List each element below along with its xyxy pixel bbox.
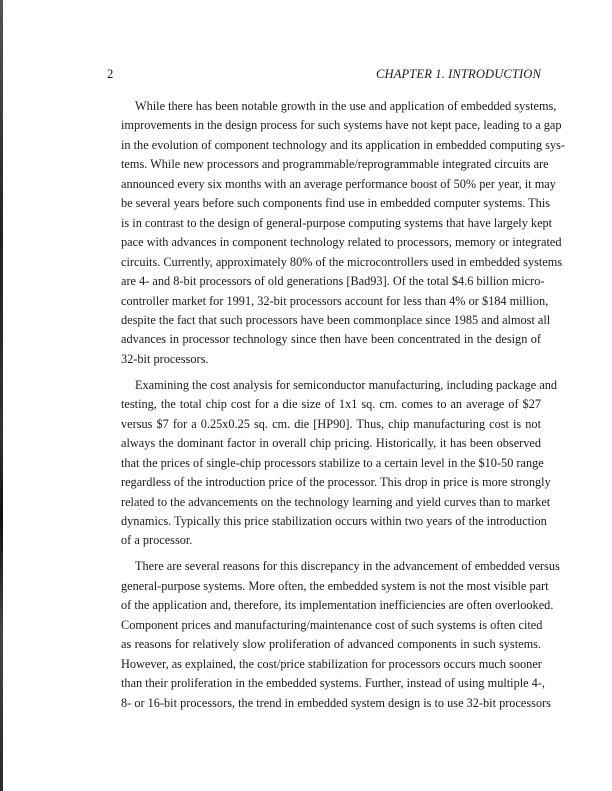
paragraph-1 [107, 97, 565, 369]
text-line: versus $7 for a 0.25x0.25 sq. cm. die [HP90]. Thus, chip manufacturing cost is not [121, 416, 541, 431]
body-text [107, 97, 565, 713]
text-line: be several years before such components find use in embedded computer systems. This [121, 196, 551, 211]
text-line: announced every six months with an average performance boost of 50% per year, it may [121, 176, 556, 191]
text-line: as reasons for relatively slow proliferation of advanced components in such systems. [121, 637, 541, 652]
paragraph-3 [107, 557, 560, 713]
text-line: are 4- and 8-bit processors of old generations [Bad93]. Of the total $4.6 billion micro- [121, 274, 545, 289]
text-line: than their proliferation in the embedded systems. Further, instead of using multiple 4-, [121, 676, 546, 691]
text-line: There are several reasons for this discrepancy in the advancement of embedded versus [135, 559, 560, 574]
scan-edge-shadow [0, 0, 3, 791]
text-line: dynamics. Typically this price stabilization occurs within two years of the introduction [121, 514, 547, 529]
text-line: pace with advances in component technology related to processors, memory or integrated [121, 235, 562, 250]
text-line: circuits. Currently, approximately 80% of the microcontrollers used in embedded systems [121, 254, 563, 269]
text-line: general-purpose systems. More often, the embedded system is not the most visible part [121, 578, 549, 593]
text-line: of a processor. [121, 533, 193, 548]
text-line: is in contrast to the design of general-purpose computing systems that have largely kept [121, 215, 553, 230]
text-line: 32-bit processors. [121, 351, 209, 366]
text-line: related to the advancements on the technology learning and yield curves than to market [121, 494, 551, 509]
text-line: that the prices of single-chip processors stabilize to a certain level in the $10-50 range [121, 455, 544, 470]
text-line: Examining the cost analysis for semiconductor manufacturing, including package and [135, 377, 558, 392]
text-line: improvements in the design process for such systems have not kept pace, leading to a gap [121, 118, 562, 133]
text-line: despite the fact that such processors have been commonplace since 1985 and almost all [121, 312, 551, 327]
text-line: advances in processor technology since then have been concentrated in the design of [121, 332, 541, 347]
text-line: controller market for 1991, 32-bit processors account for less than 4% or $184 million, [121, 293, 549, 308]
text-line: always the dominant factor in overall chip pricing. Historically, it has been observed [121, 436, 541, 451]
text-line: However, as explained, the cost/price stabilization for processors occurs much sooner [121, 656, 542, 671]
text-line: 8- or 16-bit processors, the trend in embedded system design is to use 32-bit processors [121, 695, 551, 710]
text-line: testing, the total chip cost for a die size of 1x1 sq. cm. comes to an average of $27 [121, 397, 541, 412]
paragraph-2 [107, 376, 558, 551]
text-line: tems. While new processors and programmable/reprogrammable integrated circuits are [121, 157, 549, 172]
running-head [107, 66, 541, 82]
text-line: regardless of the introduction price of the processor. This drop in price is more strongly [121, 475, 551, 490]
text-line: in the evolution of component technology and its application in embedded computing sys- [121, 137, 565, 152]
text-line: While there has been notable growth in the use and application of embedded systems, [135, 99, 557, 113]
text-line: of the application and, therefore, its implementation inefficiencies are often overlooked. [121, 598, 554, 613]
text-line: Component prices and manufacturing/maintenance cost of such systems is often cited [121, 617, 543, 632]
chapter-title: CHAPTER 1. INTRODUCTION [376, 67, 541, 81]
page-number: 2 [107, 67, 114, 81]
